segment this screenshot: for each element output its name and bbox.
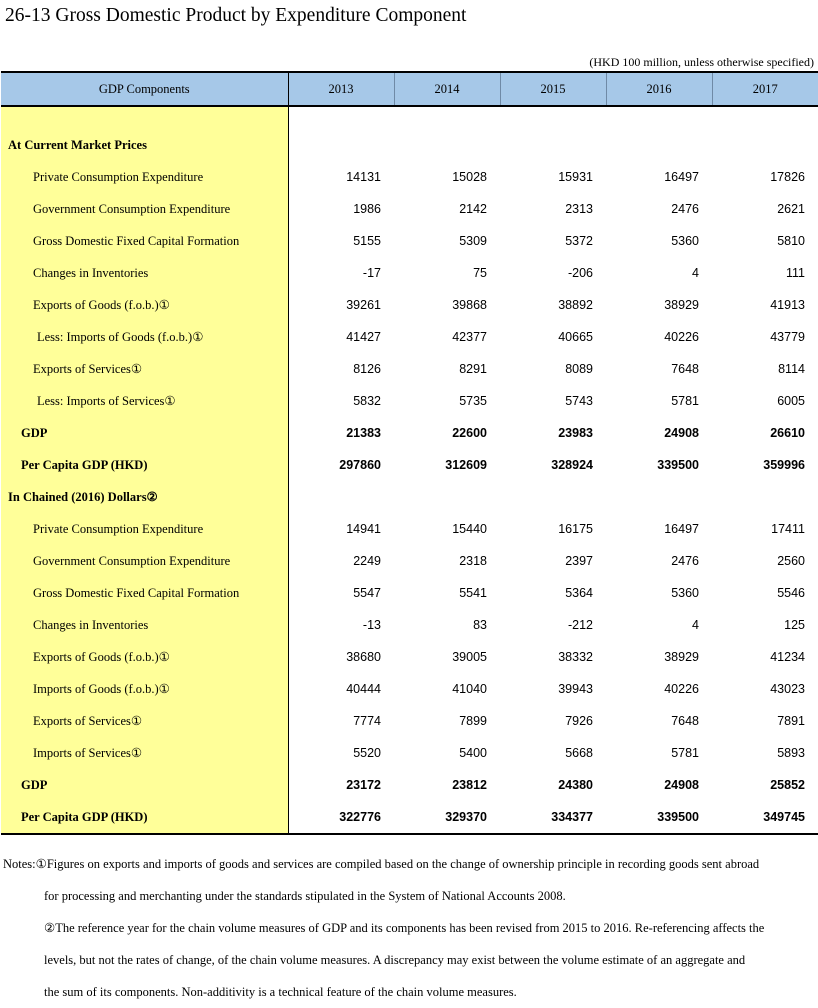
value-cell: 5781 [671,394,699,408]
header-row [1,72,818,106]
value-cell: 5520 [353,746,381,760]
value-cell: 349745 [712,801,818,834]
label-cell [1,106,288,129]
value-cell: 14941 [346,522,381,536]
value-cell: 111 [785,266,805,280]
value-cell: 329370 [394,801,500,834]
empty-cell [500,106,606,129]
value-cell: 14131 [346,170,381,184]
value-cell: 6005 [777,394,805,408]
empty-cell [394,106,500,129]
row-label: Per Capita GDP (HKD) [1,801,288,834]
value-cell: 22600 [452,426,487,440]
empty-cell [606,106,712,129]
value-cell: 2313 [565,202,593,216]
value-cell: 7899 [459,714,487,728]
row-label: Gross Domestic Fixed Capital Formation [1,577,288,609]
row-label: Exports of Goods (f.o.b.)① [1,641,288,673]
spacer-row [1,106,818,129]
value-cell: 2476 [671,554,699,568]
row-label: Less: Imports of Goods (f.o.b.)① [1,321,288,353]
header-year: 2013 [288,72,394,106]
value-cell: 1986 [353,202,381,216]
value-cell: 16175 [558,522,593,536]
value-cell: 23983 [558,426,593,440]
value-cell: 38929 [664,298,699,312]
table-row [1,161,818,193]
value-cell: 2397 [565,554,593,568]
value-cell: 5546 [777,586,805,600]
value-cell: 7926 [565,714,593,728]
value-cell: 5743 [565,394,593,408]
gdp-table [1,71,818,835]
row-label: Changes in Inventories [1,609,288,641]
value-cell: 15028 [452,170,487,184]
row-label: Exports of Services① [1,353,288,385]
value-cell: 23172 [346,778,381,792]
value-cell [712,129,818,161]
value-cell: -212 [567,618,593,632]
value-cell: 7774 [353,714,381,728]
value-cell: 5810 [777,234,805,248]
table-row [1,449,818,481]
value-cell: 38892 [558,298,593,312]
value-cell: 40665 [558,330,593,344]
table-body [1,106,818,834]
value-cell: 5541 [459,586,487,600]
row-label: Per Capita GDP (HKD) [1,449,288,481]
empty-cell [288,106,394,129]
table-row [1,417,818,449]
value-cell: 39868 [452,298,487,312]
value-cell: 5547 [353,586,381,600]
value-cell: 43779 [770,330,805,344]
table-row [1,321,818,353]
row-label: Imports of Services① [1,737,288,769]
value-cell: 24908 [664,778,699,792]
row-label: In Chained (2016) Dollars② [1,481,288,513]
value-cell: 8126 [353,362,381,376]
value-cell: 24908 [664,426,699,440]
value-cell: 2560 [777,554,805,568]
row-label: Exports of Services① [1,705,288,737]
value-cell: 39261 [346,298,381,312]
value-cell: 2621 [777,202,805,216]
value-cell: 41427 [346,330,381,344]
value-cell [288,129,394,161]
table-row [1,129,818,161]
table-row [1,769,818,801]
row-label: GDP [1,769,288,801]
page-title: 26-13 Gross Domestic Product by Expenditure Component [5,5,467,26]
value-cell: 5668 [565,746,593,760]
value-cell: 15440 [452,522,487,536]
value-cell: -17 [362,266,381,280]
value-cell: 24380 [558,778,593,792]
value-cell: 17826 [770,170,805,184]
table-row [1,545,818,577]
value-cell [394,129,500,161]
value-cell: 21383 [346,426,381,440]
value-cell: 322776 [288,801,394,834]
value-cell: 5360 [671,586,699,600]
value-cell: 8114 [778,362,805,376]
table-row [1,257,818,289]
table-row [1,193,818,225]
value-cell: 16497 [664,170,699,184]
value-cell: 2142 [459,202,487,216]
value-cell: 17411 [771,522,805,536]
value-cell: 5372 [565,234,593,248]
table-row [1,225,818,257]
value-cell: 328924 [551,458,593,472]
table-row [1,737,818,769]
value-cell: 25852 [770,778,805,792]
header-components: GDP Components [1,72,288,106]
value-cell: 5364 [565,586,593,600]
note-line: ②The reference year for the chain volume measures of GDP and its components has been revised from 2015 to 2016. Re-referencing affects the [44,921,765,935]
value-cell: 39005 [452,650,487,664]
value-cell: 40226 [664,330,699,344]
value-cell: 7648 [671,362,699,376]
value-cell [500,129,606,161]
note-line: levels, but not the rates of change, of the chain volume measures. A discrepancy may exist between the volume estimate of an aggregate and [44,953,746,967]
value-cell: 15931 [558,170,593,184]
value-cell: 16497 [664,522,699,536]
value-cell: 4 [692,266,699,280]
value-cell: 42377 [452,330,487,344]
value-cell: 339500 [606,801,712,834]
value-cell: 38680 [346,650,381,664]
header-year: 2017 [712,72,818,106]
table-row [1,673,818,705]
note-line: for processing and merchanting under the standards stipulated in the System of National Accounts 2008. [44,889,566,903]
value-cell: 41913 [770,298,805,312]
value-cell: 125 [784,618,805,632]
value-cell: 2249 [353,554,381,568]
table-row [1,609,818,641]
value-cell [712,481,818,513]
header-year: 2015 [500,72,606,106]
value-cell: 312609 [445,458,487,472]
value-cell: 8089 [565,362,593,376]
value-cell [500,481,606,513]
value-cell: 297860 [339,458,381,472]
note-line: Notes:①Figures on exports and imports of goods and services are compiled based on the change of ownership principle in recording goods sent abroad [3,857,760,871]
value-cell: 41040 [452,682,487,696]
table-row [1,353,818,385]
value-cell: 38929 [664,650,699,664]
row-label: Private Consumption Expenditure [1,513,288,545]
value-cell: 83 [473,618,487,632]
value-cell: 40226 [664,682,699,696]
value-cell: 7891 [777,714,805,728]
value-cell [606,129,712,161]
row-label: Private Consumption Expenditure [1,161,288,193]
value-cell: 5735 [459,394,487,408]
row-label: Exports of Goods (f.o.b.)① [1,289,288,321]
value-cell: 7648 [671,714,699,728]
header-year: 2014 [394,72,500,106]
value-cell: 5360 [671,234,699,248]
value-cell [288,481,394,513]
value-cell: -206 [567,266,593,280]
unit-note: (HKD 100 million, unless otherwise specified) [589,55,814,69]
row-label: Gross Domestic Fixed Capital Formation [1,225,288,257]
table-row [1,705,818,737]
table-row [1,801,818,834]
table-row [1,289,818,321]
row-label: Government Consumption Expenditure [1,193,288,225]
row-label: Changes in Inventories [1,257,288,289]
value-cell: 5400 [459,746,487,760]
row-label: GDP [1,417,288,449]
value-cell: 8291 [459,362,487,376]
row-label: At Current Market Prices [1,129,288,161]
value-cell [606,481,712,513]
table-row [1,513,818,545]
table-row [1,641,818,673]
value-cell: 4 [692,618,699,632]
value-cell: 40444 [346,682,381,696]
value-cell: 334377 [500,801,606,834]
notes [3,848,815,1008]
value-cell: 5309 [459,234,487,248]
value-cell: 39943 [558,682,593,696]
value-cell: -13 [362,618,381,632]
empty-cell [712,106,818,129]
value-cell: 2476 [671,202,699,216]
table-row [1,577,818,609]
value-cell: 41234 [770,650,805,664]
value-cell: 23812 [452,778,487,792]
value-cell: 5832 [353,394,381,408]
value-cell: 2318 [459,554,487,568]
value-cell: 75 [473,266,487,280]
header-year: 2016 [606,72,712,106]
row-label: Imports of Goods (f.o.b.)① [1,673,288,705]
value-cell: 38332 [558,650,593,664]
value-cell [394,481,500,513]
value-cell: 339500 [657,458,699,472]
value-cell: 5155 [353,234,381,248]
row-label: Less: Imports of Services① [1,385,288,417]
row-label: Government Consumption Expenditure [1,545,288,577]
value-cell: 5893 [777,746,805,760]
value-cell: 26610 [770,426,805,440]
note-line: the sum of its components. Non-additivity is a technical feature of the chain volume measures. [44,985,517,999]
table-row [1,385,818,417]
value-cell: 5781 [671,746,699,760]
value-cell: 359996 [763,458,805,472]
table-row [1,481,818,513]
value-cell: 43023 [770,682,805,696]
